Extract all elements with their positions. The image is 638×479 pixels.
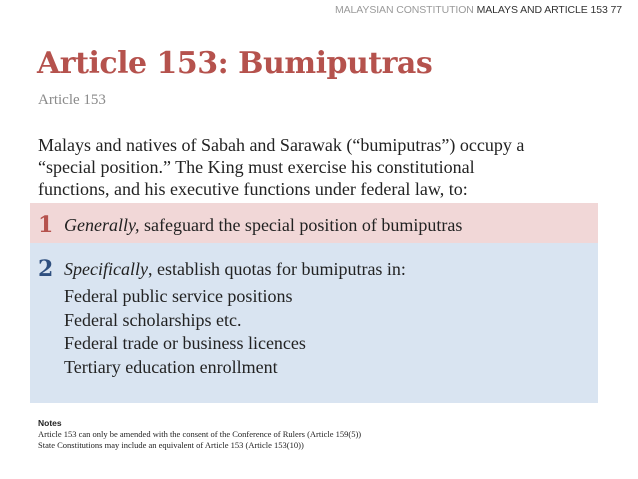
point-1-text	[64, 215, 462, 236]
intro-paragraph	[38, 134, 598, 200]
point-2-number: 2	[38, 256, 54, 282]
page-number: 77	[610, 4, 622, 16]
notes-title: Notes	[38, 418, 62, 428]
list-item: Federal trade or business licences	[64, 333, 306, 353]
slide-subtitle: Article 153	[38, 92, 106, 108]
point-1-emphasis: Generally,	[64, 215, 140, 235]
intro-line: “special position.” The King must exercise his constitutional	[38, 157, 475, 177]
point-1-body: safeguard the special position of bumiputras	[143, 215, 463, 235]
note-line: Article 153 can only be amended with the consent of the Conference of Rulers (Article 159(5))	[38, 429, 362, 439]
point-1-number: 1	[38, 212, 54, 238]
note-line: State Constitutions may include an equivalent of Article 153 (Article 153(10))	[38, 440, 304, 450]
list-item: Federal scholarships etc.	[64, 309, 242, 330]
list-item: Federal public service positions	[64, 286, 293, 306]
point-2-body: , establish quotas for bumiputras in:	[147, 259, 406, 279]
intro-line: functions, and his executive functions under federal law, to:	[38, 179, 468, 199]
point-2-text	[64, 259, 406, 280]
slide-header	[335, 4, 622, 16]
intro-line: Malays and natives of Sabah and Sarawak (“bumiputras”) occupy a	[38, 135, 525, 155]
quota-list	[64, 285, 306, 379]
slide-title: Article 153: Bumiputras	[37, 46, 433, 81]
point-1-box	[30, 203, 598, 243]
notes-section	[38, 418, 361, 451]
point-2-box	[30, 243, 598, 403]
list-item: Tertiary education enrollment	[64, 356, 278, 377]
header-chapter: MALAYS AND ARTICLE 153	[476, 4, 608, 16]
point-2-emphasis: Specifically	[64, 259, 148, 279]
header-section: MALAYSIAN CONSTITUTION	[335, 4, 474, 16]
